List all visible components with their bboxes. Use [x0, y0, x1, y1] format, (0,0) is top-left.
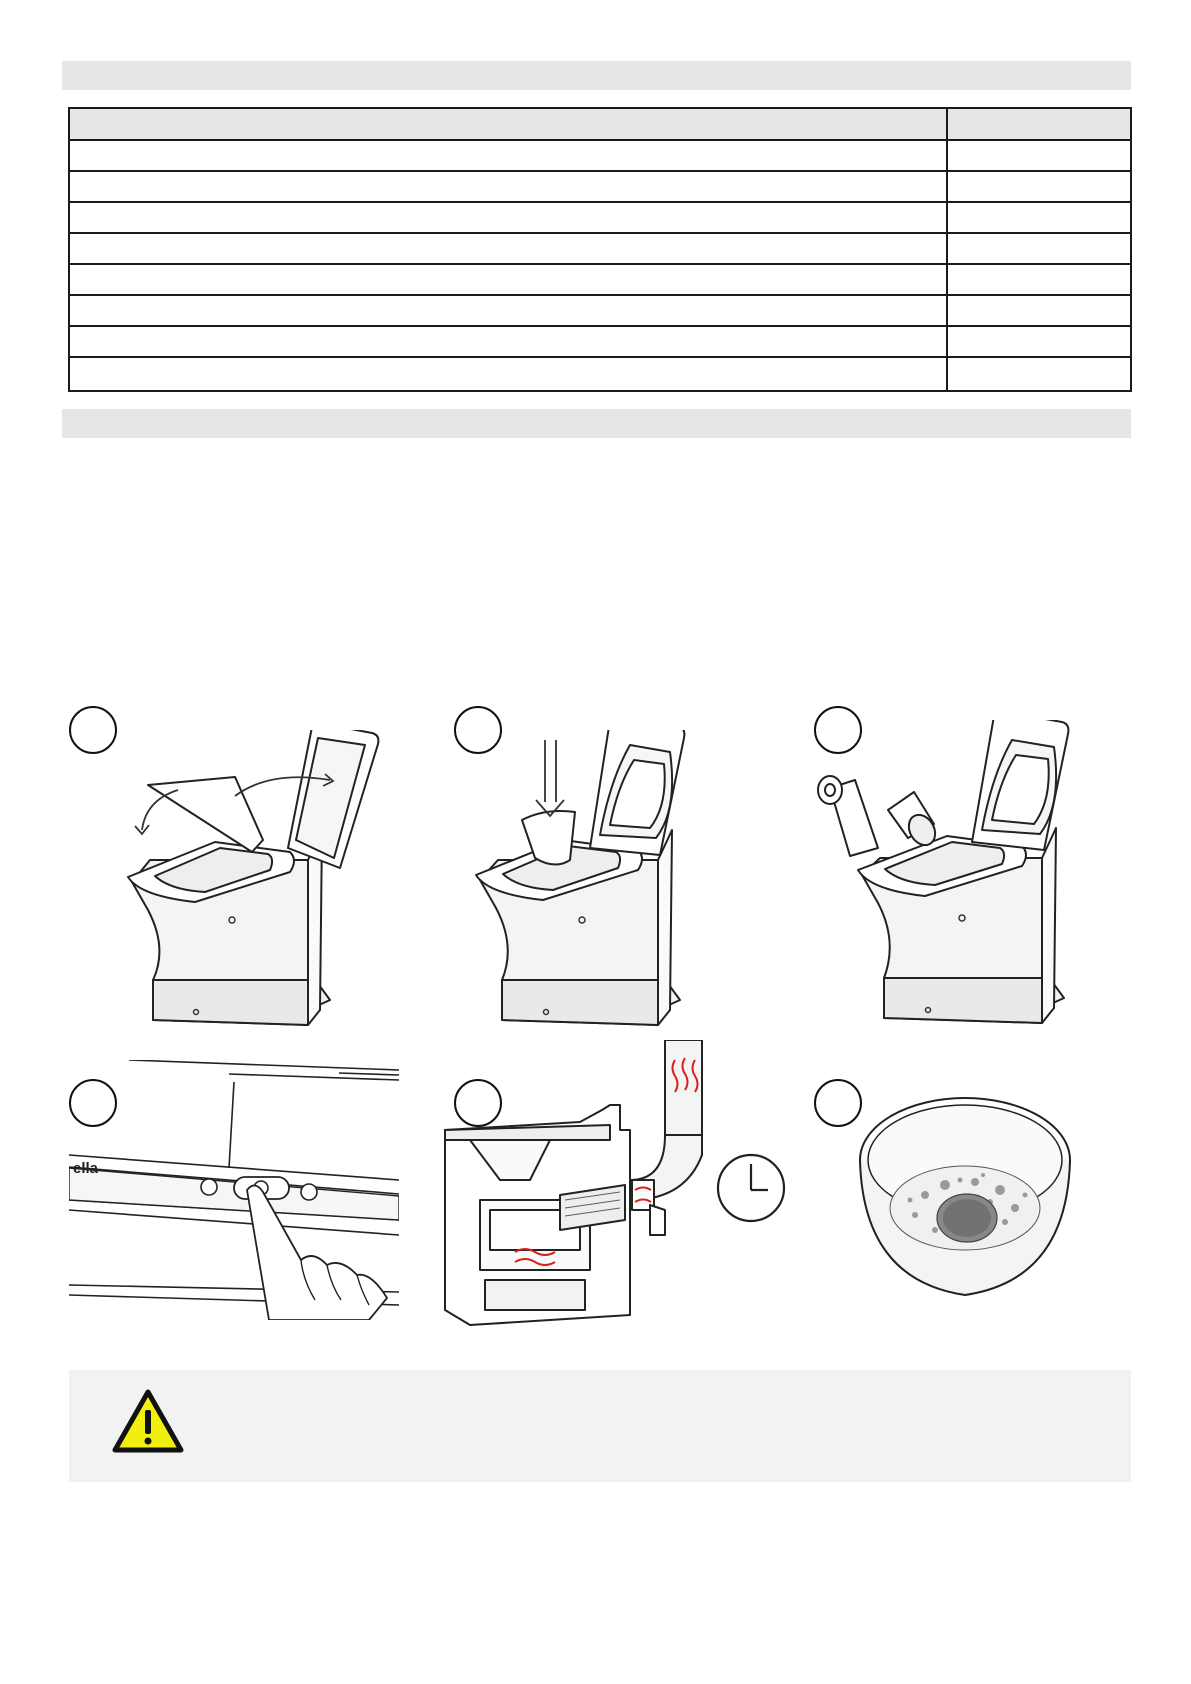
- section-header-bar: [62, 409, 1131, 438]
- table-row: [70, 203, 1130, 234]
- warning-triangle-icon: [111, 1388, 185, 1454]
- step-number-1: [69, 706, 117, 754]
- table-cell: [70, 203, 946, 232]
- table-header-cell: [946, 109, 1130, 139]
- section-header-bar: [62, 61, 1131, 90]
- table-cell: [70, 172, 946, 201]
- table-cell: [946, 327, 1130, 356]
- table-row: [70, 358, 1130, 390]
- table-cell: [946, 141, 1130, 170]
- panel-brand-text: ella: [73, 1160, 99, 1177]
- table-row: [70, 141, 1130, 172]
- table-cell: [946, 358, 1130, 390]
- finger-press-button-icon: [69, 1060, 399, 1320]
- table-row: [70, 296, 1130, 327]
- table-cell: [70, 296, 946, 325]
- table-cell: [946, 172, 1130, 201]
- table-cell: [946, 234, 1130, 263]
- parts-table: [68, 107, 1132, 392]
- warning-note: [69, 1370, 1131, 1482]
- table-cell: [70, 265, 946, 294]
- ash-bowl-icon: [855, 1090, 1075, 1310]
- table-row: [70, 265, 1130, 296]
- table-row: [70, 172, 1130, 203]
- table-cell: [70, 234, 946, 263]
- toilet-insert-bag-icon: [460, 730, 770, 1030]
- table-header-cell: [70, 109, 946, 139]
- table-cell: [70, 358, 946, 390]
- toilet-paper-and-cup-icon: [810, 720, 1120, 1030]
- table-row: [70, 234, 1130, 265]
- toilet-open-lid-icon: [120, 730, 420, 1030]
- table-cell: [946, 265, 1130, 294]
- table-cell: [946, 203, 1130, 232]
- table-header-row: [70, 109, 1130, 141]
- table-cell: [70, 141, 946, 170]
- table-cell: [946, 296, 1130, 325]
- table-row: [70, 327, 1130, 358]
- cross-section-heating-icon: [440, 1040, 790, 1330]
- table-cell: [70, 327, 946, 356]
